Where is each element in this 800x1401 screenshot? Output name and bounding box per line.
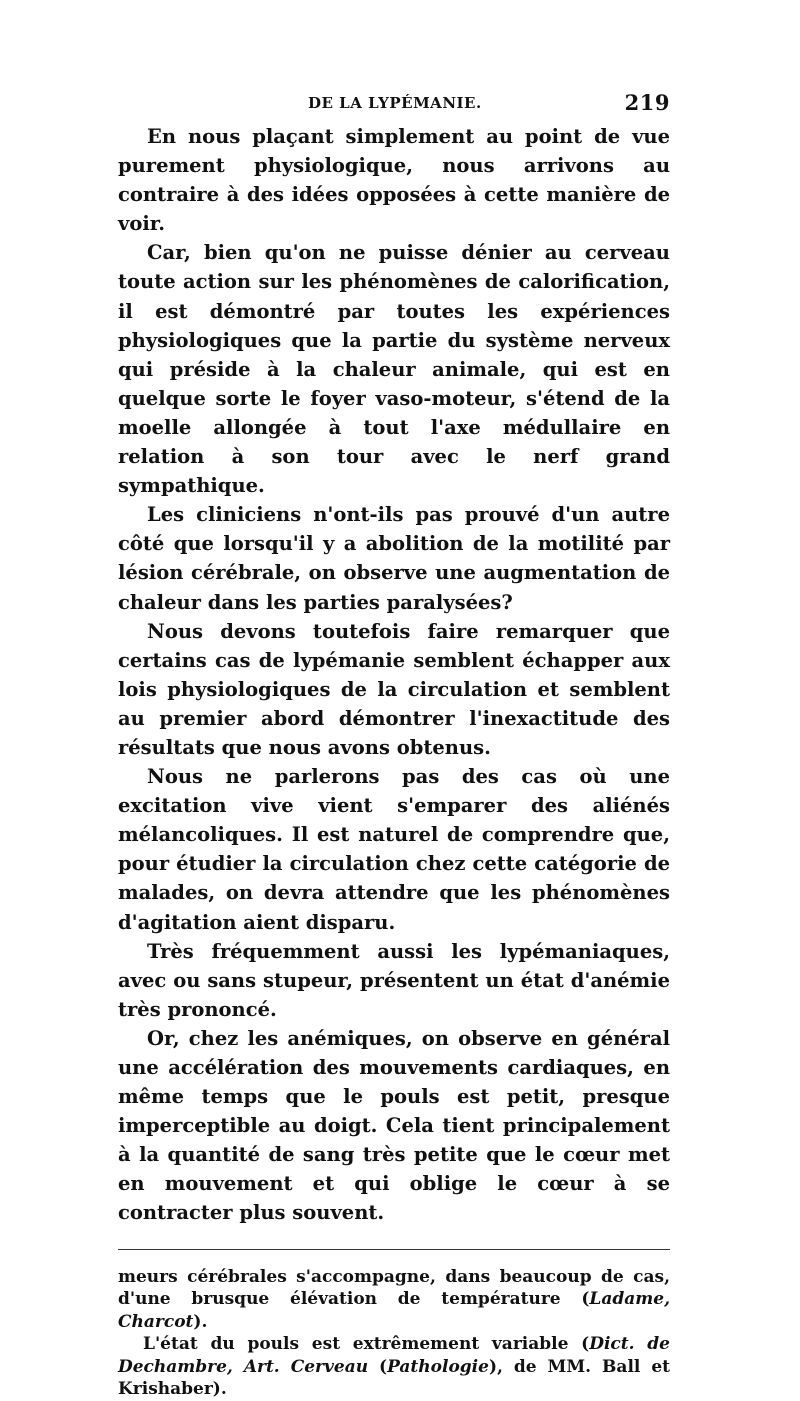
paragraph-2: Car, bien qu'on ne puisse dénier au cerveau toute action sur les phénomènes de calorification, il est démontré par toutes les expériences physiologiques que la partie du système nerveux qui préside à la chaleur animale, qui est en quelque sorte le foyer vaso-moteur, s'étend de la moelle allongée à tout l'axe médullaire en relation à son tour avec le nerf grand sympathique. <box>118 241 670 498</box>
footnotes <box>118 1266 670 1401</box>
book-page <box>118 92 670 1401</box>
body-text <box>118 122 670 1228</box>
footnote-pulse-text: L'état du pouls est extrêmement variable ( <box>143 1334 590 1355</box>
page-number: 219 <box>624 90 670 115</box>
footnote-pulse-middle: ( <box>368 1356 388 1377</box>
footnote-continuation <box>118 1266 670 1334</box>
paragraph-3: Les cliniciens n'ont-ils pas prouvé d'un autre côté que lorsqu'il y a abolition de la motilité par lésion cérébrale, on observe une augmentation de chaleur dans les parties paralysées? <box>118 503 670 614</box>
paragraph-4: Nous devons toutefois faire remarquer que certains cas de lypémanie semblent échapper aux lois physiologiques de la circulation et semblent au premier abord démontrer l'inexactitude des résultats que nous avons obtenus. <box>118 619 670 759</box>
footnote-continuation-text: meurs cérébrales s'accompagne, dans beaucoup de cas, d'une brusque élévation de température ( <box>118 1266 670 1310</box>
paragraph-6: Très fréquemment aussi les lypémaniaques, avec ou sans stupeur, présentent un état d'anémie très prononcé. <box>118 939 670 1021</box>
paragraph-1: En nous plaçant simplement au point de vue purement physiologique, nous arrivons au contraire à des idées opposées à cette manière de voir. <box>118 125 670 236</box>
running-title: DE LA LYPÉMANIE. <box>308 94 482 112</box>
running-head <box>118 92 670 122</box>
footnote-pathologie: Pathologie <box>387 1356 489 1377</box>
footnote-citation: Ladame, Charcot <box>118 1289 670 1332</box>
footnote-divider <box>118 1249 670 1250</box>
paragraph-5: Nous ne parlerons pas des cas où une excitation vive vient s'emparer des aliénés mélancoliques. Il est naturel de comprendre que, pour étudier la circulation chez cette catégorie de malades, on devra attendre que les phénomènes d'agitation aient disparu. <box>118 765 670 934</box>
footnote-pulse-end: ), de MM. Ball et Krishaber). <box>118 1356 670 1400</box>
footnote-pulse <box>118 1333 670 1401</box>
footnote-dict-citation: Dict. de Dechambre, Art. Cerveau <box>118 1334 670 1377</box>
footnote-continuation-end: ). <box>193 1311 208 1332</box>
paragraph-7: Or, chez les anémiques, on observe en général une accélération des mouvements cardiaques, en même temps que le pouls est petit, presque imperceptible au doigt. Cela tient principalement à la quantité de sang très petite que le cœur met en mouvement et qui oblige le cœur à se contracter plus souvent. <box>118 1026 670 1225</box>
